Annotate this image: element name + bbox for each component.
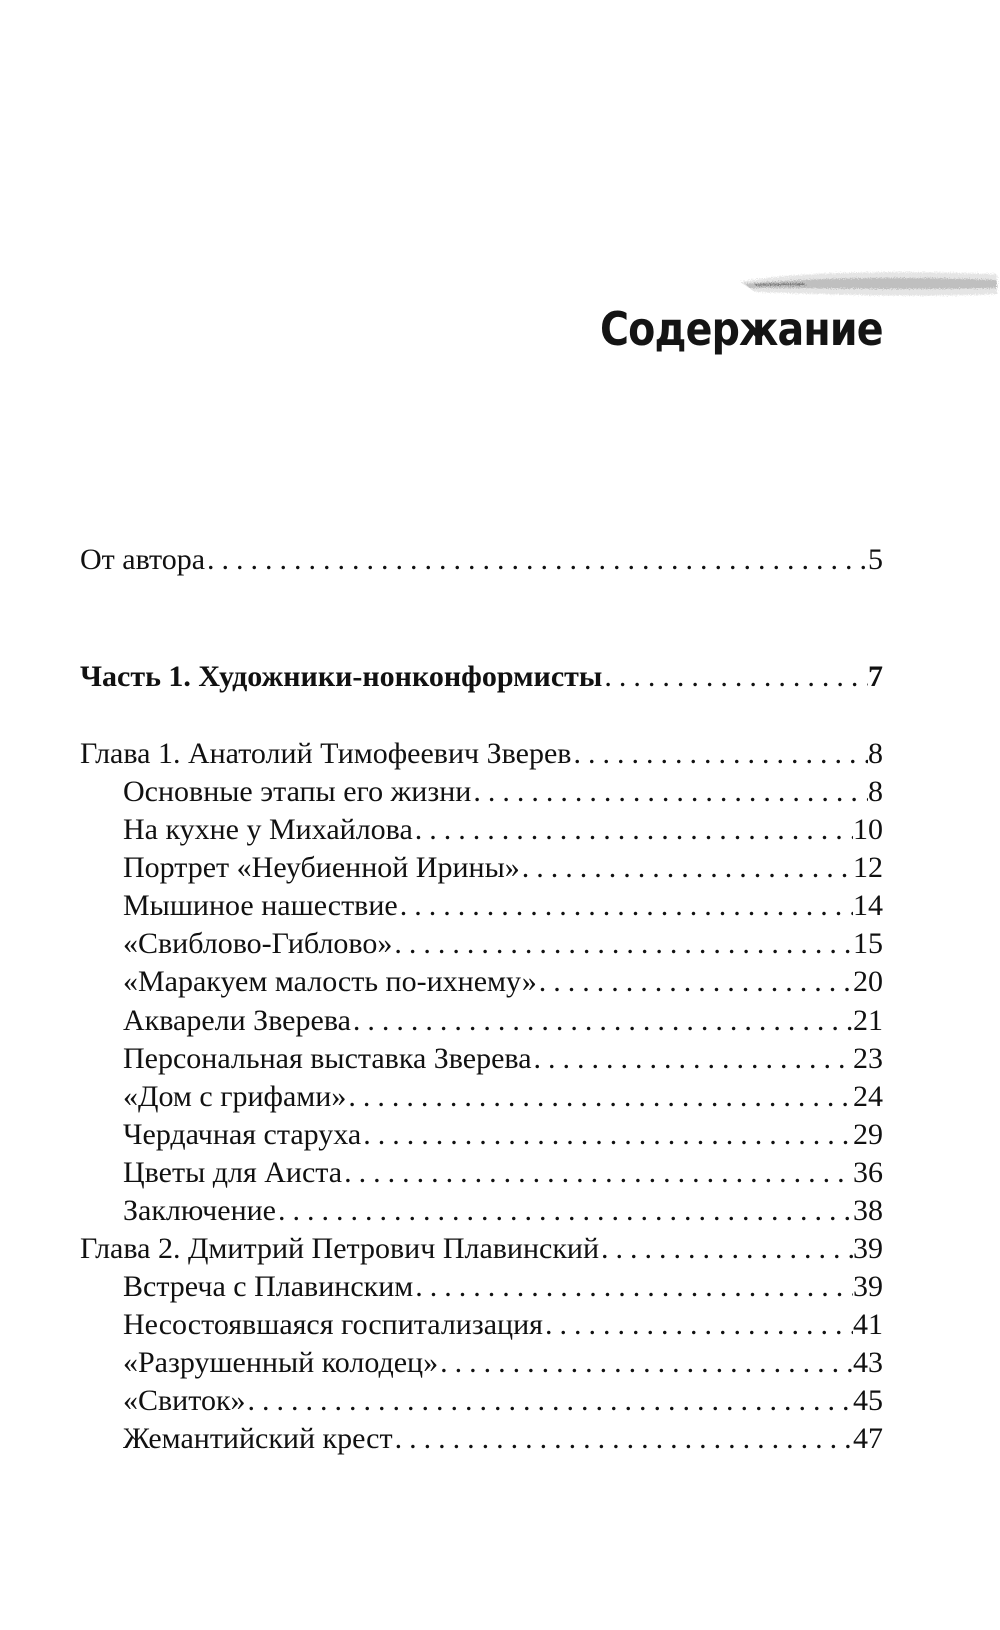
toc-section-entry[interactable] (123, 1001, 883, 1041)
toc-chapter-entry[interactable] (80, 1229, 883, 1269)
toc-entry-title: Акварели Зверева (123, 1004, 351, 1037)
dot-leader (392, 924, 853, 964)
dot-leader (532, 1039, 853, 1079)
toc-section-entry[interactable] (123, 1419, 883, 1459)
toc-page-number: 45 (853, 1384, 883, 1417)
dot-leader (346, 1077, 853, 1117)
toc-page-number: 43 (853, 1346, 883, 1379)
toc-page-number: 23 (853, 1042, 883, 1075)
toc-part-entry[interactable] (80, 657, 883, 697)
toc-entry-title: Заключение (123, 1194, 276, 1227)
toc-entry-title: Глава 1. Анатолий Тимофеевич Зверев (80, 737, 572, 770)
dot-leader (537, 962, 853, 1002)
toc-page-number: 15 (853, 927, 883, 960)
toc-entry-title: Основные этапы его жизни (123, 775, 472, 808)
toc-entry-title: Несостоявшаяся госпитализация (123, 1308, 543, 1341)
toc-entry-title: «Маракуем малость по-ихнему» (123, 965, 537, 998)
toc-page-number: 8 (868, 737, 883, 770)
toc-page-number: 41 (853, 1308, 883, 1341)
toc-section-entry[interactable] (123, 1267, 883, 1307)
toc-chapter-entry[interactable] (80, 734, 883, 774)
toc-entry-title: «Свиблово-Гиблово» (123, 927, 393, 960)
toc-page-number: 20 (853, 965, 883, 998)
dot-leader (520, 848, 853, 888)
toc-entry-title: «Разрушенный колодец» (123, 1346, 439, 1379)
dot-leader (543, 1305, 853, 1345)
toc-section-entry[interactable] (123, 1115, 883, 1155)
dot-leader (471, 772, 868, 812)
dot-leader (205, 540, 868, 580)
dot-leader (413, 810, 853, 850)
toc-section-entry[interactable] (123, 1153, 883, 1193)
toc-entry-title: Чердачная старуха (123, 1118, 362, 1151)
toc-entry-title: Часть 1. Художники-нонконформисты (80, 660, 603, 693)
toc-page-number: 39 (853, 1232, 883, 1265)
toc-entry-title: «Дом с грифами» (123, 1080, 347, 1113)
toc-section-entry[interactable] (123, 772, 883, 812)
dot-leader (276, 1191, 853, 1231)
toc-entry-title: Жемантийский крест (123, 1422, 393, 1455)
toc-entry-title: От автора (80, 543, 206, 576)
toc-section-entry[interactable] (123, 1039, 883, 1079)
toc-page-number: 7 (868, 660, 883, 693)
dot-leader (351, 1001, 853, 1041)
toc-page-number: 21 (853, 1004, 883, 1037)
toc-page-number: 47 (853, 1422, 883, 1455)
toc-section-entry[interactable] (123, 810, 883, 850)
toc-entry-title: Персональная выставка Зверева (123, 1042, 532, 1075)
toc-page-number: 12 (853, 851, 883, 884)
toc-page-number: 38 (853, 1194, 883, 1227)
toc-section-entry[interactable] (123, 1077, 883, 1117)
toc-entry-title: Портрет «Неубиенной Ирины» (123, 851, 520, 884)
dot-leader (246, 1381, 853, 1421)
toc-section-entry[interactable] (123, 1191, 883, 1231)
dot-leader (393, 1419, 853, 1459)
toc-page-number: 14 (853, 889, 883, 922)
toc-entry-title: Встреча с Плавинским (123, 1270, 414, 1303)
toc-page-number: 36 (853, 1156, 883, 1189)
dot-leader (602, 657, 868, 697)
dot-leader (438, 1343, 853, 1383)
toc-page-number: 24 (853, 1080, 883, 1113)
toc-section-entry[interactable] (123, 848, 883, 888)
dot-leader (571, 734, 868, 774)
toc-entry-title: Глава 2. Дмитрий Петрович Плавинский (80, 1232, 600, 1265)
toc-entry-title: Мышиное нашествие (123, 889, 398, 922)
page-title: Содержание (600, 302, 883, 356)
toc-section-entry[interactable] (123, 962, 883, 1002)
toc-section-entry[interactable] (123, 1381, 883, 1421)
toc-entry-title: На кухне у Михайлова (123, 813, 413, 846)
toc-entry-title: Цветы для Аиста (123, 1156, 343, 1189)
toc-page-number: 10 (853, 813, 883, 846)
toc-section-entry[interactable] (123, 886, 883, 926)
dot-leader (361, 1115, 853, 1155)
toc-page-number: 5 (868, 543, 883, 576)
toc-page-number: 39 (853, 1270, 883, 1303)
dot-leader (398, 886, 853, 926)
toc-entry[interactable] (80, 540, 883, 580)
dot-leader (599, 1229, 853, 1269)
dot-leader (342, 1153, 853, 1193)
dot-leader (413, 1267, 853, 1307)
toc-section-entry[interactable] (123, 924, 883, 964)
toc-page-number: 29 (853, 1118, 883, 1151)
toc-section-entry[interactable] (123, 1343, 883, 1383)
toc-section-entry[interactable] (123, 1305, 883, 1345)
toc-entry-title: «Свиток» (123, 1384, 246, 1417)
toc-page-number: 8 (868, 775, 883, 808)
